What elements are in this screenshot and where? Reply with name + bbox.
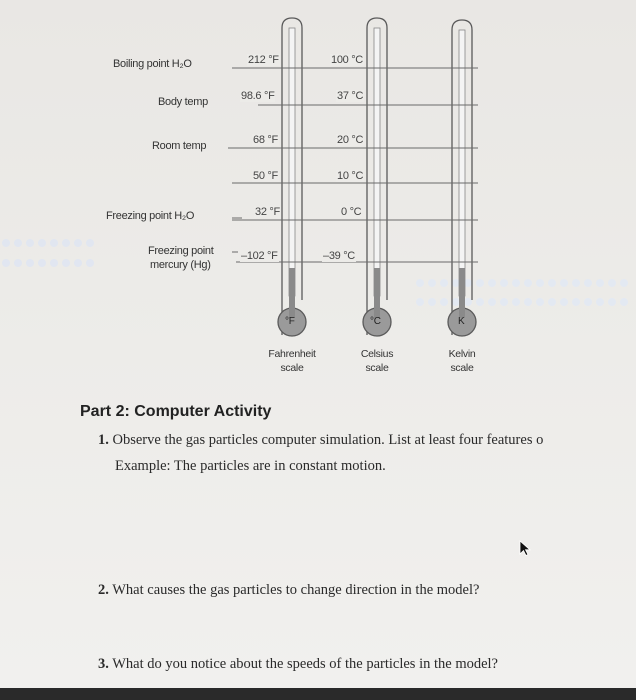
scale-name-line: scale	[365, 362, 389, 374]
question-3	[98, 656, 498, 673]
celsius-value: –39 °C	[323, 250, 355, 262]
dot-streak-right	[416, 279, 628, 306]
fahrenheit-value: 98.6 °F	[241, 90, 275, 102]
question-3-text: What do you notice about the speeds of the particles in the model?	[112, 656, 498, 672]
scale-name-line: Kelvin	[448, 348, 476, 360]
fahrenheit-value: 212 °F	[248, 54, 279, 66]
celsius-bulb-label: °C	[370, 316, 381, 327]
kelvin-bulb-label: K	[458, 316, 465, 327]
fahrenheit-bulb-label: °F	[285, 316, 295, 327]
row-label-body: Body temp	[158, 96, 208, 108]
screen-edge	[0, 688, 636, 700]
celsius-value: 100 °C	[331, 54, 363, 66]
part-2-title: Part 2: Computer Activity	[80, 403, 272, 420]
celsius-value: 20 °C	[337, 134, 364, 146]
fahrenheit-value: 68 °F	[253, 134, 278, 146]
fahrenheit-value: –102 °F	[241, 250, 278, 262]
dot-streak-left	[2, 239, 94, 267]
row-label-freezing-mercury: Freezing point	[148, 245, 214, 257]
row-label-boiling: Boiling point H₂O	[113, 58, 192, 70]
scale-name-line: Fahrenheit	[268, 348, 316, 360]
question-2-number: 2.	[98, 582, 109, 598]
celsius-scale-name	[347, 347, 407, 375]
question-1-text: Observe the gas particles computer simulation. List at least four features o	[112, 432, 544, 448]
question-2-text: What causes the gas particles to change direction in the model?	[112, 582, 480, 598]
row-label-freezing-mercury-line2: mercury (Hg)	[150, 259, 211, 271]
kelvin-thermometer	[448, 20, 476, 336]
scale-name-line: scale	[450, 362, 474, 374]
kelvin-scale-name	[432, 347, 492, 375]
row-label-room: Room temp	[152, 140, 207, 152]
scale-name-line: scale	[280, 362, 304, 374]
question-1-example: Example: The particles are in constant motion.	[115, 458, 386, 474]
question-2	[98, 582, 479, 599]
mouse-pointer-icon	[519, 540, 531, 556]
celsius-thermometer	[363, 18, 391, 336]
celsius-value: 37 °C	[337, 90, 364, 102]
celsius-value: 10 °C	[337, 170, 364, 182]
question-1	[98, 432, 543, 449]
fahrenheit-value: 50 °F	[253, 170, 278, 182]
leader-ticks	[232, 218, 242, 252]
row-label-freezing-water: Freezing point H₂O	[106, 210, 195, 222]
fahrenheit-thermometer	[278, 18, 306, 336]
scale-name-line: Celsius	[360, 348, 394, 360]
question-3-number: 3.	[98, 656, 109, 672]
fahrenheit-value: 32 °F	[255, 206, 280, 218]
celsius-value: 0 °C	[341, 206, 362, 218]
question-1-number: 1.	[98, 432, 109, 448]
fahrenheit-scale-name	[262, 347, 322, 375]
